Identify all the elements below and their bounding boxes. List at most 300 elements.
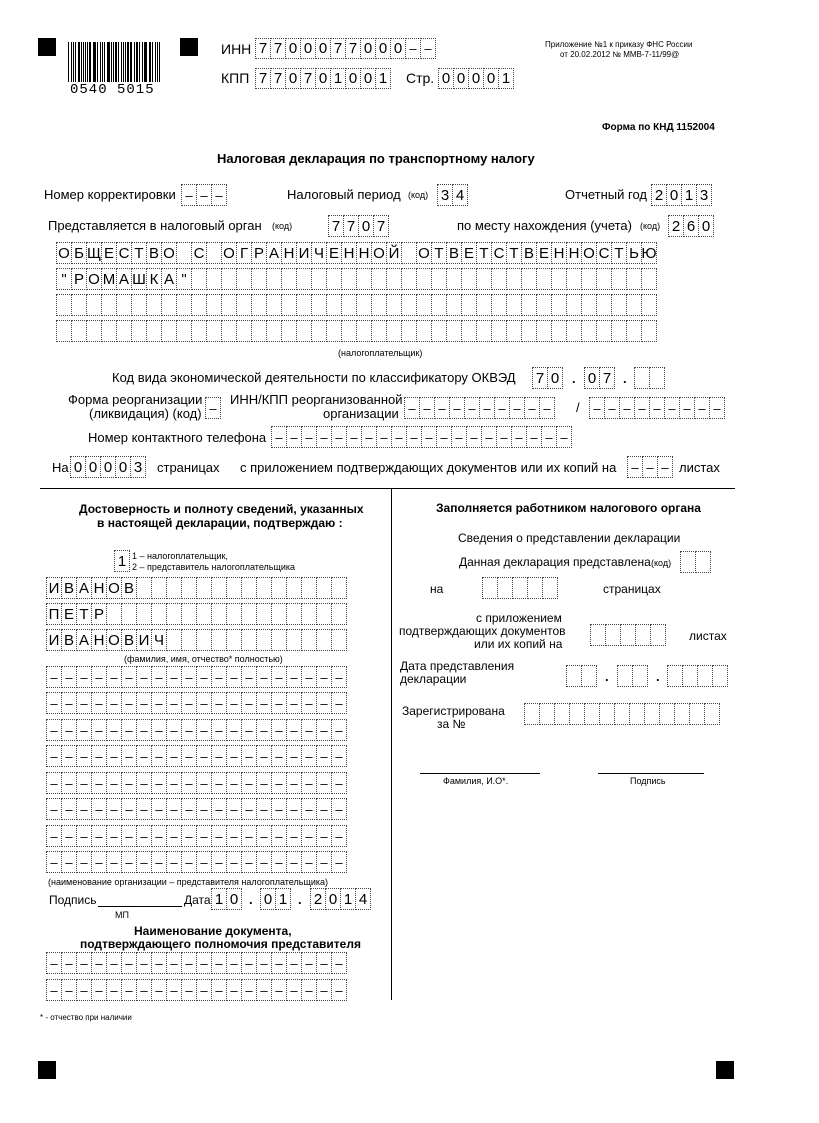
char-cell bbox=[251, 320, 267, 342]
char-cell: 7 bbox=[270, 68, 286, 89]
char-cell bbox=[46, 772, 62, 794]
char-cell: 3 bbox=[130, 456, 146, 478]
char-cell: О bbox=[371, 242, 387, 264]
barcode-digits: 0540 5015 bbox=[70, 82, 155, 98]
char-cell bbox=[76, 979, 92, 1001]
org-row-4[interactable] bbox=[46, 745, 347, 767]
char-cell bbox=[196, 798, 212, 820]
char-cell bbox=[419, 397, 435, 419]
char-cell: 7 bbox=[270, 38, 286, 59]
char-cell: О bbox=[106, 629, 122, 651]
char-cell bbox=[46, 979, 62, 1001]
char-cell: 7 bbox=[345, 38, 361, 59]
char-cell bbox=[271, 692, 287, 714]
char-cell bbox=[331, 851, 347, 873]
char-cell: Е bbox=[461, 242, 477, 264]
char-cell bbox=[451, 426, 467, 448]
char-cell: 3 bbox=[437, 184, 453, 206]
char-cell bbox=[311, 294, 327, 316]
taxpayer-caption: (налогоплательщик) bbox=[338, 348, 423, 358]
org-row-5[interactable] bbox=[46, 772, 347, 794]
char-cell bbox=[151, 952, 167, 974]
char-cell bbox=[121, 979, 137, 1001]
char-cell bbox=[401, 242, 417, 264]
char-cell bbox=[251, 294, 267, 316]
barcode-bar bbox=[94, 42, 96, 82]
mp-label: МП bbox=[115, 910, 129, 920]
barcode-bar bbox=[134, 42, 135, 82]
char-cell bbox=[506, 268, 522, 290]
char-cell bbox=[256, 719, 272, 741]
char-cell bbox=[554, 703, 570, 725]
office-date-label-1: Дата представления bbox=[400, 659, 515, 673]
char-cell bbox=[376, 426, 392, 448]
char-cell: В bbox=[146, 242, 162, 264]
char-cell bbox=[211, 666, 227, 688]
char-cell bbox=[91, 666, 107, 688]
char-cell: 2 bbox=[651, 184, 667, 206]
char-cell bbox=[371, 320, 387, 342]
period-field[interactable] bbox=[437, 184, 468, 206]
char-cell bbox=[466, 426, 482, 448]
char-cell bbox=[271, 798, 287, 820]
char-cell bbox=[539, 703, 555, 725]
char-cell bbox=[181, 851, 197, 873]
office-attach-label-1: с приложением bbox=[476, 611, 562, 625]
char-cell bbox=[301, 719, 317, 741]
date-month-field[interactable] bbox=[260, 888, 291, 910]
char-cell bbox=[405, 38, 421, 59]
office-date-dot-1: . bbox=[605, 669, 609, 684]
office-subheading: Сведения о представлении декларации bbox=[458, 531, 681, 545]
char-cell: 0 bbox=[358, 215, 374, 237]
char-cell: 7 bbox=[255, 68, 271, 89]
char-cell bbox=[581, 268, 597, 290]
char-cell: Р bbox=[251, 242, 267, 264]
char-cell bbox=[316, 952, 332, 974]
char-cell bbox=[211, 577, 227, 599]
char-cell bbox=[191, 268, 207, 290]
char-cell bbox=[166, 979, 182, 1001]
reorg-inn-kpp-label-2: организации bbox=[323, 406, 399, 421]
char-cell: О bbox=[56, 242, 72, 264]
char-cell bbox=[121, 851, 137, 873]
barcode-bar bbox=[87, 42, 88, 82]
barcode-bar bbox=[71, 42, 72, 82]
org-caption: (наименование организации – представителя налогоплательщика) bbox=[48, 877, 329, 887]
char-cell bbox=[695, 551, 711, 573]
char-cell bbox=[136, 979, 152, 1001]
office-date-dot-2: . bbox=[656, 669, 660, 684]
char-cell bbox=[196, 745, 212, 767]
char-cell: 7 bbox=[330, 38, 346, 59]
char-cell: К bbox=[146, 268, 162, 290]
page-number-field[interactable] bbox=[438, 68, 514, 89]
org-row-7[interactable] bbox=[46, 825, 347, 847]
char-cell bbox=[644, 703, 660, 725]
char-cell bbox=[401, 320, 417, 342]
char-cell: 4 bbox=[355, 888, 371, 910]
char-cell bbox=[91, 798, 107, 820]
char-cell: Н bbox=[91, 577, 107, 599]
char-cell bbox=[266, 268, 282, 290]
char-cell: 0 bbox=[300, 38, 316, 59]
char-cell: В bbox=[121, 629, 137, 651]
char-cell bbox=[286, 979, 302, 1001]
char-cell: 0 bbox=[260, 888, 276, 910]
char-cell: А bbox=[76, 629, 92, 651]
char-cell: Ч bbox=[311, 242, 327, 264]
char-cell bbox=[61, 666, 77, 688]
char-cell: А bbox=[161, 268, 177, 290]
char-cell bbox=[301, 772, 317, 794]
char-cell bbox=[542, 577, 558, 599]
barcode-bar bbox=[131, 42, 132, 82]
char-cell bbox=[106, 692, 122, 714]
char-cell bbox=[161, 320, 177, 342]
char-cell bbox=[106, 772, 122, 794]
office-date-month-field[interactable] bbox=[617, 665, 648, 687]
attach-count-field[interactable] bbox=[627, 456, 673, 478]
barcode-bar bbox=[93, 42, 94, 82]
char-cell bbox=[401, 268, 417, 290]
char-cell bbox=[166, 603, 182, 625]
char-cell: О bbox=[106, 577, 122, 599]
char-cell bbox=[331, 825, 347, 847]
year-field[interactable] bbox=[651, 184, 712, 206]
char-cell bbox=[481, 426, 497, 448]
barcode-bar bbox=[107, 42, 108, 82]
char-cell bbox=[116, 320, 132, 342]
char-cell: 1 bbox=[681, 184, 697, 206]
office-sheets-label: листах bbox=[689, 629, 727, 643]
phone-field[interactable] bbox=[271, 426, 572, 448]
char-cell bbox=[296, 294, 312, 316]
char-cell bbox=[301, 851, 317, 873]
char-cell bbox=[286, 745, 302, 767]
char-cell bbox=[491, 268, 507, 290]
char-cell bbox=[617, 665, 633, 687]
char-cell bbox=[461, 320, 477, 342]
char-cell bbox=[491, 320, 507, 342]
doc-row-1[interactable] bbox=[46, 952, 347, 974]
char-cell bbox=[181, 692, 197, 714]
char-cell bbox=[91, 692, 107, 714]
char-cell bbox=[286, 629, 302, 651]
location-field[interactable] bbox=[668, 215, 714, 237]
office-attach-label-2: подтверждающих документов bbox=[399, 624, 566, 638]
page-title: Налоговая декларация по транспортному налогу bbox=[217, 151, 535, 166]
barcode-bar bbox=[159, 42, 160, 82]
char-cell: " bbox=[56, 268, 72, 290]
corner-marker-top-right bbox=[180, 38, 198, 56]
org-row-8[interactable] bbox=[46, 851, 347, 873]
char-cell: 1 bbox=[375, 68, 391, 89]
char-cell bbox=[371, 294, 387, 316]
char-cell: Й bbox=[386, 242, 402, 264]
date-label: Дата bbox=[184, 893, 211, 907]
char-cell bbox=[206, 268, 222, 290]
patronymic-field[interactable] bbox=[46, 629, 347, 651]
char-cell bbox=[166, 577, 182, 599]
office-pages-field[interactable] bbox=[482, 577, 558, 599]
office-date-day-field[interactable] bbox=[566, 665, 597, 687]
char-cell bbox=[136, 692, 152, 714]
char-cell: 7 bbox=[300, 68, 316, 89]
char-cell bbox=[556, 426, 572, 448]
period-label: Налоговый период bbox=[287, 187, 401, 202]
char-cell bbox=[316, 772, 332, 794]
char-cell: О bbox=[161, 242, 177, 264]
char-cell bbox=[539, 397, 555, 419]
org-row-6[interactable] bbox=[46, 798, 347, 820]
char-cell bbox=[271, 666, 287, 688]
char-cell bbox=[649, 367, 665, 389]
char-cell bbox=[151, 851, 167, 873]
char-cell bbox=[271, 825, 287, 847]
char-cell bbox=[226, 577, 242, 599]
office-sign-line bbox=[598, 773, 704, 774]
char-cell bbox=[286, 798, 302, 820]
char-cell bbox=[479, 397, 495, 419]
correction-field[interactable] bbox=[181, 184, 227, 206]
char-cell bbox=[191, 320, 207, 342]
char-cell bbox=[211, 772, 227, 794]
char-cell: А bbox=[266, 242, 282, 264]
char-cell bbox=[121, 952, 137, 974]
barcode-bar bbox=[142, 42, 143, 82]
signer-option-2: 2 – представитель налогоплательщика bbox=[132, 562, 296, 572]
char-cell bbox=[386, 268, 402, 290]
date-year-field[interactable] bbox=[310, 888, 371, 910]
pages-count-field[interactable] bbox=[70, 456, 146, 478]
char-cell bbox=[629, 703, 645, 725]
char-cell bbox=[211, 184, 227, 206]
char-cell bbox=[331, 577, 347, 599]
char-cell: Н bbox=[551, 242, 567, 264]
char-cell bbox=[61, 952, 77, 974]
char-cell bbox=[181, 745, 197, 767]
barcode-bar bbox=[157, 42, 158, 82]
char-cell bbox=[281, 320, 297, 342]
char-cell bbox=[256, 666, 272, 688]
barcode-bar bbox=[127, 42, 128, 82]
taxpayer-line-1[interactable] bbox=[56, 242, 657, 264]
fio-caption: (фамилия, имя, отчество* полностью) bbox=[124, 654, 283, 664]
char-cell bbox=[121, 772, 137, 794]
char-cell: 1 bbox=[340, 888, 356, 910]
okved-part1-field[interactable] bbox=[532, 367, 563, 389]
char-cell bbox=[146, 294, 162, 316]
char-cell bbox=[331, 692, 347, 714]
char-cell: 0 bbox=[547, 367, 563, 389]
attach-sheets-label: листах bbox=[679, 460, 720, 475]
char-cell bbox=[136, 952, 152, 974]
char-cell bbox=[341, 294, 357, 316]
authority-field[interactable] bbox=[328, 215, 389, 237]
sign-line bbox=[98, 906, 182, 907]
char-cell: 0 bbox=[285, 38, 301, 59]
char-cell: В bbox=[521, 242, 537, 264]
char-cell: О bbox=[221, 242, 237, 264]
char-cell bbox=[296, 320, 312, 342]
char-cell bbox=[136, 851, 152, 873]
corner-marker-bottom-right bbox=[716, 1061, 734, 1079]
corner-marker-bottom-left bbox=[38, 1061, 56, 1079]
char-cell: 0 bbox=[345, 68, 361, 89]
char-cell bbox=[46, 745, 62, 767]
char-cell bbox=[76, 745, 92, 767]
date-dot-1: . bbox=[249, 892, 253, 907]
char-cell bbox=[581, 320, 597, 342]
inn-field[interactable] bbox=[255, 38, 436, 59]
char-cell bbox=[446, 294, 462, 316]
char-cell: Е bbox=[101, 242, 117, 264]
char-cell bbox=[86, 294, 102, 316]
char-cell bbox=[91, 745, 107, 767]
char-cell: П bbox=[46, 603, 62, 625]
char-cell bbox=[301, 577, 317, 599]
char-cell: Б bbox=[71, 242, 87, 264]
char-cell bbox=[106, 603, 122, 625]
char-cell bbox=[341, 268, 357, 290]
char-cell: 6 bbox=[683, 215, 699, 237]
char-cell bbox=[271, 629, 287, 651]
char-cell bbox=[106, 851, 122, 873]
char-cell bbox=[256, 772, 272, 794]
okved-part3-field[interactable] bbox=[634, 367, 665, 389]
char-cell bbox=[301, 952, 317, 974]
taxpayer-line-2[interactable] bbox=[56, 268, 657, 290]
office-date-year-field[interactable] bbox=[667, 665, 728, 687]
char-cell bbox=[226, 719, 242, 741]
char-cell: Р bbox=[71, 268, 87, 290]
reg-label-1: Зарегистрирована bbox=[402, 704, 505, 718]
char-cell bbox=[626, 294, 642, 316]
char-cell bbox=[226, 979, 242, 1001]
char-cell bbox=[641, 268, 657, 290]
location-code-label: (код) bbox=[640, 221, 661, 231]
char-cell bbox=[356, 320, 372, 342]
char-cell bbox=[256, 577, 272, 599]
char-cell bbox=[226, 603, 242, 625]
submitted-code-field[interactable] bbox=[680, 551, 711, 573]
char-cell bbox=[416, 268, 432, 290]
org-row-3[interactable] bbox=[46, 719, 347, 741]
char-cell bbox=[151, 666, 167, 688]
reorg-form-field[interactable] bbox=[205, 397, 221, 419]
char-cell bbox=[497, 577, 513, 599]
char-cell bbox=[551, 320, 567, 342]
char-cell bbox=[166, 666, 182, 688]
char-cell: 1 bbox=[498, 68, 514, 89]
surname-field[interactable] bbox=[46, 577, 347, 599]
okved-dot-2: . bbox=[623, 371, 627, 386]
char-cell bbox=[121, 719, 137, 741]
doc-row-2[interactable] bbox=[46, 979, 347, 1001]
kpp-field[interactable] bbox=[255, 68, 391, 89]
barcode-bar bbox=[97, 42, 98, 82]
char-cell bbox=[271, 979, 287, 1001]
char-cell: 0 bbox=[390, 38, 406, 59]
reorg-kpp-field[interactable] bbox=[589, 397, 725, 419]
char-cell: Ь bbox=[626, 242, 642, 264]
char-cell bbox=[709, 397, 725, 419]
char-cell: С bbox=[596, 242, 612, 264]
char-cell bbox=[196, 979, 212, 1001]
char-cell bbox=[151, 772, 167, 794]
char-cell bbox=[241, 692, 257, 714]
char-cell bbox=[524, 703, 540, 725]
char-cell bbox=[391, 426, 407, 448]
char-cell bbox=[316, 577, 332, 599]
char-cell bbox=[181, 952, 197, 974]
office-attach-field[interactable] bbox=[590, 624, 666, 646]
char-cell bbox=[166, 745, 182, 767]
char-cell bbox=[356, 268, 372, 290]
okved-part2-field[interactable] bbox=[584, 367, 615, 389]
char-cell: А bbox=[76, 577, 92, 599]
char-cell bbox=[506, 294, 522, 316]
char-cell bbox=[526, 426, 542, 448]
char-cell bbox=[301, 745, 317, 767]
signer-code-field[interactable] bbox=[114, 550, 130, 572]
char-cell bbox=[61, 692, 77, 714]
char-cell bbox=[420, 38, 436, 59]
char-cell bbox=[241, 798, 257, 820]
char-cell bbox=[271, 603, 287, 625]
barcode-bar bbox=[150, 42, 151, 82]
org-row-2[interactable] bbox=[46, 692, 347, 714]
char-cell bbox=[256, 798, 272, 820]
char-cell bbox=[121, 603, 137, 625]
char-cell bbox=[241, 719, 257, 741]
char-cell bbox=[431, 294, 447, 316]
char-cell: С bbox=[491, 242, 507, 264]
char-cell bbox=[205, 397, 221, 419]
char-cell bbox=[316, 719, 332, 741]
char-cell: О bbox=[86, 268, 102, 290]
reorg-inn-field[interactable] bbox=[404, 397, 555, 419]
reg-number-field[interactable] bbox=[524, 703, 720, 725]
char-cell bbox=[386, 320, 402, 342]
char-cell bbox=[166, 798, 182, 820]
char-cell bbox=[181, 577, 197, 599]
char-cell: 0 bbox=[584, 367, 600, 389]
reorg-form-label-2: (ликвидация) (код) bbox=[89, 406, 202, 421]
char-cell bbox=[446, 268, 462, 290]
char-cell bbox=[241, 666, 257, 688]
office-pages-label: страницах bbox=[603, 582, 661, 596]
char-cell bbox=[679, 397, 695, 419]
name-field[interactable] bbox=[46, 603, 347, 625]
char-cell bbox=[196, 692, 212, 714]
char-cell: Е bbox=[326, 242, 342, 264]
char-cell bbox=[226, 666, 242, 688]
char-cell bbox=[71, 320, 87, 342]
char-cell bbox=[635, 624, 651, 646]
date-day-field[interactable] bbox=[211, 888, 242, 910]
taxpayer-line-3[interactable] bbox=[56, 294, 657, 316]
char-cell: 0 bbox=[226, 888, 242, 910]
char-cell bbox=[521, 320, 537, 342]
org-row-1[interactable] bbox=[46, 666, 347, 688]
reorg-inn-kpp-label-1: ИНН/КПП реорганизованной bbox=[230, 392, 403, 407]
char-cell: Т bbox=[76, 603, 92, 625]
char-cell bbox=[256, 603, 272, 625]
char-cell bbox=[136, 603, 152, 625]
taxpayer-line-4[interactable] bbox=[56, 320, 657, 342]
